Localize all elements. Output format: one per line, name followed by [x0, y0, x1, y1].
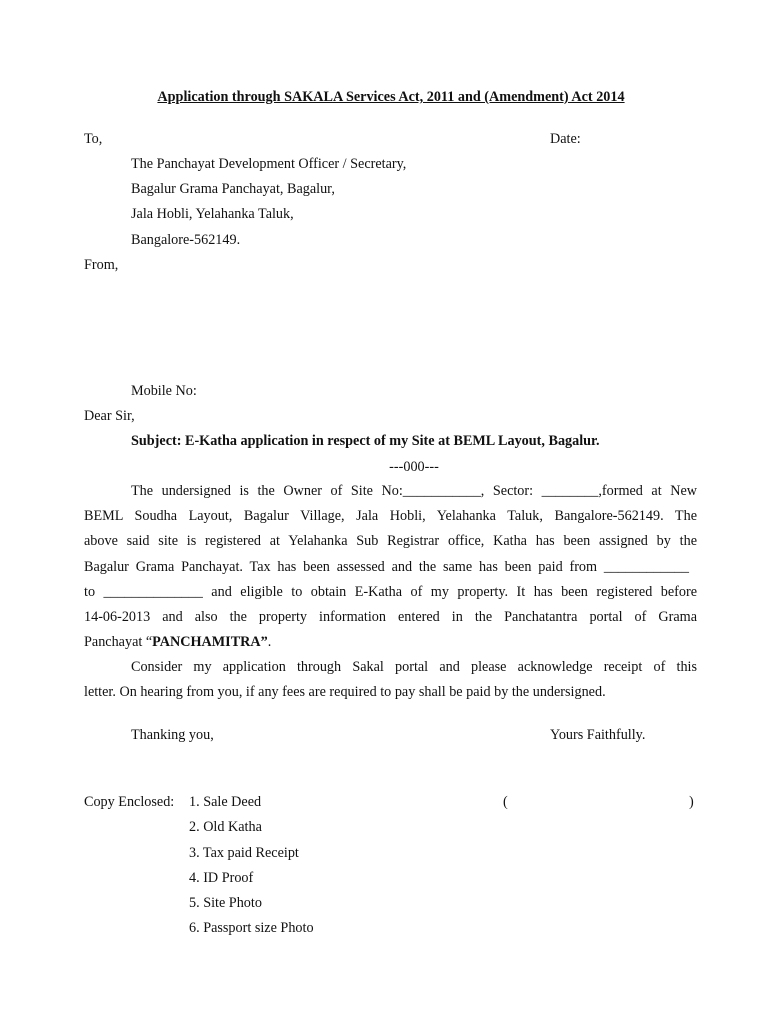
- mobile-label: Mobile No:: [131, 383, 197, 399]
- body-paragraph-2: [84, 655, 697, 705]
- signature-open-paren: (: [503, 794, 508, 810]
- list-item: 3. Tax paid Receipt: [189, 845, 299, 861]
- panchamitra-name: PANCHAMITRA”: [152, 634, 268, 651]
- recipient-line: Jala Hobli, Yelahanka Taluk,: [131, 206, 294, 222]
- body-line: BEML Soudha Layout, Bagalur Village, Jala Hobli, Yelahanka Taluk, Bangalore-562149. The: [84, 508, 697, 525]
- salutation: Dear Sir,: [84, 408, 135, 424]
- list-item: 6. Passport size Photo: [189, 920, 314, 936]
- body-line: letter. On hearing from you, if any fees are required to pay shall be paid by the undersigned.: [84, 684, 606, 701]
- body-line: Bagalur Grama Panchayat. Tax has been assessed and the same has been paid from ____________: [84, 558, 689, 575]
- recipient-line: Bagalur Grama Panchayat, Bagalur,: [131, 181, 335, 197]
- body-text: .: [267, 634, 272, 651]
- body-line: to ______________ and eligible to obtain E-Katha of my property. It has been registered before: [84, 583, 697, 600]
- list-item: 4. ID Proof: [189, 870, 254, 886]
- copy-enclosed-label: Copy Enclosed:: [84, 794, 175, 810]
- yours-faithfully: Yours Faithfully.: [550, 727, 646, 743]
- document-title: Application through SAKALA Services Act, 2011 and (Amendment) Act 2014: [157, 89, 625, 105]
- thanking-line: Thanking you,: [131, 727, 214, 743]
- body-line: above said site is registered at Yelahanka Sub Registrar office, Katha has been assigned by the: [84, 533, 697, 550]
- body-line: 14-06-2013 and also the property information entered in the Panchatantra portal of Grama: [84, 608, 697, 625]
- to-label: To,: [84, 131, 103, 147]
- from-label: From,: [84, 257, 119, 273]
- list-item: 2. Old Katha: [189, 819, 262, 835]
- signature-close-paren: ): [689, 794, 694, 810]
- body-line-last: [84, 630, 697, 655]
- body-paragraph-1: [84, 479, 697, 655]
- body-line: Consider my application through Sakal portal and please acknowledge receipt of this: [131, 659, 697, 675]
- subject-line: Subject: E-Katha application in respect of my Site at BEML Layout, Bagalur.: [131, 433, 600, 449]
- recipient-line: Bangalore-562149.: [131, 232, 241, 248]
- date-label: Date:: [550, 131, 581, 147]
- recipient-line: The Panchayat Development Officer / Secretary,: [131, 156, 407, 172]
- list-item: 5. Site Photo: [189, 895, 262, 911]
- body-line: The undersigned is the Owner of Site No:___________, Sector: ________,formed at New: [131, 483, 697, 499]
- body-text: Panchayat “: [84, 634, 153, 651]
- list-item: 1. Sale Deed: [189, 794, 262, 810]
- separator: ---000---: [389, 459, 439, 475]
